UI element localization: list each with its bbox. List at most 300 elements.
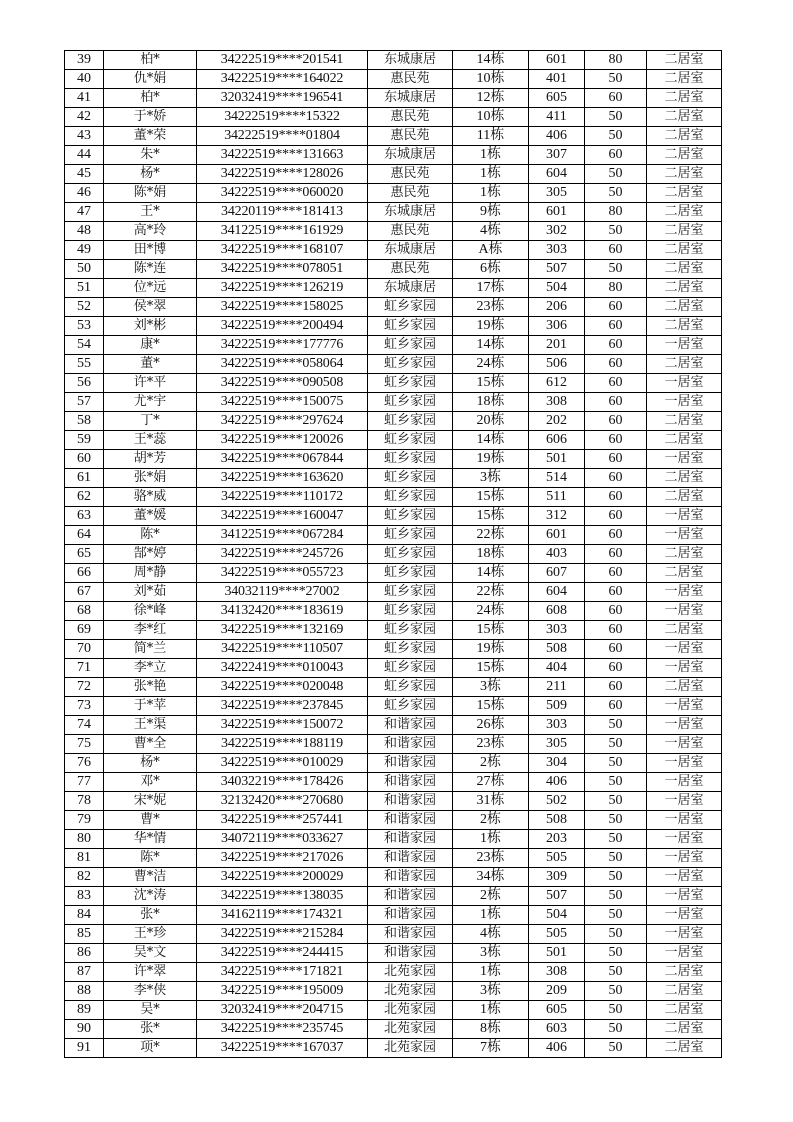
layout-cell: 二居室 — [647, 108, 722, 127]
building-cell: 14栋 — [453, 564, 529, 583]
table-row — [65, 526, 722, 545]
name-cell: 朱* — [104, 146, 197, 165]
layout-cell: 二居室 — [647, 70, 722, 89]
room-cell: 406 — [529, 127, 585, 146]
name-cell: 董*媛 — [104, 507, 197, 526]
row-index: 87 — [65, 963, 104, 982]
area-cell: 50 — [585, 165, 647, 184]
room-cell: 505 — [529, 925, 585, 944]
building-cell: 7栋 — [453, 1039, 529, 1058]
id-number-cell: 34032119****27002 — [197, 583, 368, 602]
name-cell: 董* — [104, 355, 197, 374]
row-index: 78 — [65, 792, 104, 811]
id-number-cell: 34222519****067844 — [197, 450, 368, 469]
building-cell: 3栋 — [453, 982, 529, 1001]
layout-cell: 二居室 — [647, 963, 722, 982]
building-cell: 2栋 — [453, 887, 529, 906]
layout-cell: 二居室 — [647, 222, 722, 241]
table-row — [65, 1039, 722, 1058]
layout-cell: 一居室 — [647, 336, 722, 355]
name-cell: 董*荣 — [104, 127, 197, 146]
name-cell: 陈*连 — [104, 260, 197, 279]
room-cell: 406 — [529, 1039, 585, 1058]
community-cell: 虹乡家园 — [368, 526, 453, 545]
table-row — [65, 982, 722, 1001]
building-cell: 1栋 — [453, 184, 529, 203]
id-number-cell: 34222519****110172 — [197, 488, 368, 507]
name-cell: 杨* — [104, 165, 197, 184]
area-cell: 60 — [585, 241, 647, 260]
building-cell: 19栋 — [453, 317, 529, 336]
room-cell: 502 — [529, 792, 585, 811]
room-cell: 209 — [529, 982, 585, 1001]
name-cell: 华*情 — [104, 830, 197, 849]
name-cell: 柏* — [104, 51, 197, 70]
layout-cell: 一居室 — [647, 887, 722, 906]
name-cell: 邓* — [104, 773, 197, 792]
community-cell: 虹乡家园 — [368, 507, 453, 526]
layout-cell: 一居室 — [647, 830, 722, 849]
table-row — [65, 298, 722, 317]
community-cell: 惠民苑 — [368, 260, 453, 279]
id-number-cell: 34222519****217026 — [197, 849, 368, 868]
layout-cell: 二居室 — [647, 127, 722, 146]
building-cell: 26栋 — [453, 716, 529, 735]
table-row — [65, 70, 722, 89]
community-cell: 东城康居 — [368, 89, 453, 108]
id-number-cell: 34222519****15322 — [197, 108, 368, 127]
area-cell: 60 — [585, 507, 647, 526]
id-number-cell: 34072119****033627 — [197, 830, 368, 849]
id-number-cell: 34222519****150072 — [197, 716, 368, 735]
name-cell: 项* — [104, 1039, 197, 1058]
table-row — [65, 697, 722, 716]
room-cell: 307 — [529, 146, 585, 165]
table-row — [65, 925, 722, 944]
community-cell: 北苑家园 — [368, 1001, 453, 1020]
table-row — [65, 488, 722, 507]
table-row — [65, 393, 722, 412]
table-row — [65, 450, 722, 469]
area-cell: 50 — [585, 735, 647, 754]
row-index: 80 — [65, 830, 104, 849]
layout-cell: 二居室 — [647, 1001, 722, 1020]
building-cell: 23栋 — [453, 849, 529, 868]
table-row — [65, 1001, 722, 1020]
area-cell: 60 — [585, 393, 647, 412]
id-number-cell: 34222519****058064 — [197, 355, 368, 374]
layout-cell: 一居室 — [647, 393, 722, 412]
layout-cell: 二居室 — [647, 241, 722, 260]
area-cell: 60 — [585, 336, 647, 355]
table-row — [65, 602, 722, 621]
name-cell: 仇*娟 — [104, 70, 197, 89]
row-index: 58 — [65, 412, 104, 431]
layout-cell: 一居室 — [647, 697, 722, 716]
room-cell: 508 — [529, 640, 585, 659]
building-cell: 27栋 — [453, 773, 529, 792]
id-number-cell: 34222519****010029 — [197, 754, 368, 773]
area-cell: 60 — [585, 146, 647, 165]
room-cell: 608 — [529, 602, 585, 621]
table-row — [65, 184, 722, 203]
community-cell: 虹乡家园 — [368, 697, 453, 716]
layout-cell: 二居室 — [647, 355, 722, 374]
name-cell: 曹*洁 — [104, 868, 197, 887]
layout-cell: 一居室 — [647, 716, 722, 735]
room-cell: 308 — [529, 963, 585, 982]
id-number-cell: 32032419****204715 — [197, 1001, 368, 1020]
row-index: 86 — [65, 944, 104, 963]
room-cell: 303 — [529, 716, 585, 735]
room-cell: 302 — [529, 222, 585, 241]
room-cell: 601 — [529, 203, 585, 222]
building-cell: 12栋 — [453, 89, 529, 108]
building-cell: 8栋 — [453, 1020, 529, 1039]
table-row — [65, 887, 722, 906]
id-number-cell: 34222519****163620 — [197, 469, 368, 488]
table-row — [65, 355, 722, 374]
id-number-cell: 34222519****01804 — [197, 127, 368, 146]
building-cell: 17栋 — [453, 279, 529, 298]
community-cell: 和谐家园 — [368, 830, 453, 849]
table-row — [65, 203, 722, 222]
building-cell: 15栋 — [453, 488, 529, 507]
id-number-cell: 34222519****171821 — [197, 963, 368, 982]
id-number-cell: 34222519****195009 — [197, 982, 368, 1001]
building-cell: 22栋 — [453, 526, 529, 545]
id-number-cell: 34132420****183619 — [197, 602, 368, 621]
row-index: 55 — [65, 355, 104, 374]
row-index: 64 — [65, 526, 104, 545]
table-row — [65, 792, 722, 811]
row-index: 61 — [65, 469, 104, 488]
name-cell: 于*苹 — [104, 697, 197, 716]
community-cell: 虹乡家园 — [368, 336, 453, 355]
building-cell: 1栋 — [453, 830, 529, 849]
id-number-cell: 34222519****158025 — [197, 298, 368, 317]
name-cell: 柏* — [104, 89, 197, 108]
id-number-cell: 34222519****257441 — [197, 811, 368, 830]
area-cell: 60 — [585, 469, 647, 488]
id-number-cell: 34222519****132169 — [197, 621, 368, 640]
room-cell: 604 — [529, 165, 585, 184]
row-index: 60 — [65, 450, 104, 469]
table-row — [65, 279, 722, 298]
community-cell: 虹乡家园 — [368, 640, 453, 659]
id-number-cell: 34222519****177776 — [197, 336, 368, 355]
area-cell: 60 — [585, 678, 647, 697]
area-cell: 50 — [585, 260, 647, 279]
row-index: 73 — [65, 697, 104, 716]
name-cell: 王* — [104, 203, 197, 222]
layout-cell: 一居室 — [647, 754, 722, 773]
area-cell: 50 — [585, 906, 647, 925]
table-row — [65, 317, 722, 336]
room-cell: 304 — [529, 754, 585, 773]
table-row — [65, 412, 722, 431]
id-number-cell: 34162119****174321 — [197, 906, 368, 925]
row-index: 70 — [65, 640, 104, 659]
area-cell: 50 — [585, 925, 647, 944]
table-row — [65, 127, 722, 146]
name-cell: 陈* — [104, 526, 197, 545]
name-cell: 康* — [104, 336, 197, 355]
name-cell: 吴*文 — [104, 944, 197, 963]
id-number-cell: 34222519****020048 — [197, 678, 368, 697]
name-cell: 陈*娟 — [104, 184, 197, 203]
id-number-cell: 34222519****201541 — [197, 51, 368, 70]
name-cell: 郜*婷 — [104, 545, 197, 564]
area-cell: 60 — [585, 317, 647, 336]
community-cell: 北苑家园 — [368, 963, 453, 982]
building-cell: 10栋 — [453, 70, 529, 89]
table-row — [65, 849, 722, 868]
row-index: 74 — [65, 716, 104, 735]
name-cell: 刘*彬 — [104, 317, 197, 336]
room-cell: 305 — [529, 184, 585, 203]
name-cell: 曹* — [104, 811, 197, 830]
row-index: 72 — [65, 678, 104, 697]
id-number-cell: 34222519****131663 — [197, 146, 368, 165]
id-number-cell: 34222519****150075 — [197, 393, 368, 412]
area-cell: 60 — [585, 488, 647, 507]
layout-cell: 一居室 — [647, 735, 722, 754]
row-index: 84 — [65, 906, 104, 925]
table-row — [65, 108, 722, 127]
housing-allocation-table — [64, 50, 722, 1058]
layout-cell: 一居室 — [647, 450, 722, 469]
area-cell: 50 — [585, 830, 647, 849]
community-cell: 和谐家园 — [368, 735, 453, 754]
id-number-cell: 32132420****270680 — [197, 792, 368, 811]
community-cell: 和谐家园 — [368, 716, 453, 735]
table-row — [65, 906, 722, 925]
community-cell: 和谐家园 — [368, 792, 453, 811]
room-cell: 312 — [529, 507, 585, 526]
area-cell: 60 — [585, 298, 647, 317]
name-cell: 杨* — [104, 754, 197, 773]
table-row — [65, 336, 722, 355]
id-number-cell: 34222519****128026 — [197, 165, 368, 184]
name-cell: 沈*涛 — [104, 887, 197, 906]
row-index: 41 — [65, 89, 104, 108]
row-index: 46 — [65, 184, 104, 203]
layout-cell: 一居室 — [647, 944, 722, 963]
community-cell: 虹乡家园 — [368, 564, 453, 583]
community-cell: 虹乡家园 — [368, 488, 453, 507]
area-cell: 60 — [585, 374, 647, 393]
layout-cell: 二居室 — [647, 279, 722, 298]
id-number-cell: 34222519****138035 — [197, 887, 368, 906]
row-index: 71 — [65, 659, 104, 678]
row-index: 54 — [65, 336, 104, 355]
building-cell: 18栋 — [453, 545, 529, 564]
layout-cell: 一居室 — [647, 925, 722, 944]
building-cell: A栋 — [453, 241, 529, 260]
table-row — [65, 146, 722, 165]
row-index: 75 — [65, 735, 104, 754]
row-index: 82 — [65, 868, 104, 887]
community-cell: 东城康居 — [368, 279, 453, 298]
id-number-cell: 34222519****078051 — [197, 260, 368, 279]
name-cell: 刘*茹 — [104, 583, 197, 602]
building-cell: 3栋 — [453, 678, 529, 697]
room-cell: 403 — [529, 545, 585, 564]
area-cell: 50 — [585, 792, 647, 811]
layout-cell: 二居室 — [647, 412, 722, 431]
name-cell: 许*平 — [104, 374, 197, 393]
room-cell: 605 — [529, 1001, 585, 1020]
area-cell: 50 — [585, 849, 647, 868]
layout-cell: 二居室 — [647, 469, 722, 488]
area-cell: 60 — [585, 640, 647, 659]
row-index: 83 — [65, 887, 104, 906]
layout-cell: 二居室 — [647, 51, 722, 70]
name-cell: 宋*妮 — [104, 792, 197, 811]
table-row — [65, 754, 722, 773]
area-cell: 60 — [585, 659, 647, 678]
room-cell: 303 — [529, 241, 585, 260]
area-cell: 50 — [585, 887, 647, 906]
table-row — [65, 51, 722, 70]
community-cell: 虹乡家园 — [368, 393, 453, 412]
area-cell: 60 — [585, 621, 647, 640]
community-cell: 惠民苑 — [368, 70, 453, 89]
building-cell: 1栋 — [453, 963, 529, 982]
community-cell: 东城康居 — [368, 51, 453, 70]
layout-cell: 一居室 — [647, 602, 722, 621]
building-cell: 15栋 — [453, 374, 529, 393]
layout-cell: 一居室 — [647, 640, 722, 659]
area-cell: 60 — [585, 450, 647, 469]
room-cell: 509 — [529, 697, 585, 716]
community-cell: 惠民苑 — [368, 184, 453, 203]
area-cell: 60 — [585, 583, 647, 602]
building-cell: 1栋 — [453, 146, 529, 165]
id-number-cell: 34222519****167037 — [197, 1039, 368, 1058]
building-cell: 19栋 — [453, 640, 529, 659]
building-cell: 15栋 — [453, 621, 529, 640]
row-index: 89 — [65, 1001, 104, 1020]
name-cell: 曹*全 — [104, 735, 197, 754]
name-cell: 骆*威 — [104, 488, 197, 507]
row-index: 79 — [65, 811, 104, 830]
room-cell: 303 — [529, 621, 585, 640]
table-row — [65, 773, 722, 792]
building-cell: 14栋 — [453, 336, 529, 355]
community-cell: 惠民苑 — [368, 222, 453, 241]
community-cell: 北苑家园 — [368, 1039, 453, 1058]
table-row — [65, 963, 722, 982]
name-cell: 周*静 — [104, 564, 197, 583]
room-cell: 206 — [529, 298, 585, 317]
row-index: 45 — [65, 165, 104, 184]
layout-cell: 二居室 — [647, 317, 722, 336]
room-cell: 511 — [529, 488, 585, 507]
id-number-cell: 34222519****120026 — [197, 431, 368, 450]
layout-cell: 二居室 — [647, 298, 722, 317]
table-row — [65, 260, 722, 279]
building-cell: 1栋 — [453, 906, 529, 925]
room-cell: 501 — [529, 944, 585, 963]
building-cell: 20栋 — [453, 412, 529, 431]
room-cell: 309 — [529, 868, 585, 887]
row-index: 66 — [65, 564, 104, 583]
table-row — [65, 583, 722, 602]
name-cell: 位*远 — [104, 279, 197, 298]
area-cell: 50 — [585, 716, 647, 735]
community-cell: 和谐家园 — [368, 887, 453, 906]
building-cell: 4栋 — [453, 222, 529, 241]
row-index: 77 — [65, 773, 104, 792]
row-index: 39 — [65, 51, 104, 70]
room-cell: 607 — [529, 564, 585, 583]
row-index: 53 — [65, 317, 104, 336]
id-number-cell: 34222519****188119 — [197, 735, 368, 754]
community-cell: 虹乡家园 — [368, 317, 453, 336]
area-cell: 80 — [585, 279, 647, 298]
room-cell: 406 — [529, 773, 585, 792]
room-cell: 605 — [529, 89, 585, 108]
id-number-cell: 34122519****067284 — [197, 526, 368, 545]
community-cell: 虹乡家园 — [368, 431, 453, 450]
room-cell: 507 — [529, 887, 585, 906]
area-cell: 50 — [585, 868, 647, 887]
layout-cell: 二居室 — [647, 621, 722, 640]
area-cell: 50 — [585, 184, 647, 203]
table-row — [65, 678, 722, 697]
community-cell: 东城康居 — [368, 203, 453, 222]
row-index: 65 — [65, 545, 104, 564]
room-cell: 603 — [529, 1020, 585, 1039]
layout-cell: 二居室 — [647, 1039, 722, 1058]
table-row — [65, 640, 722, 659]
community-cell: 和谐家园 — [368, 754, 453, 773]
room-cell: 504 — [529, 279, 585, 298]
table-body — [65, 51, 722, 1058]
name-cell: 李*立 — [104, 659, 197, 678]
table-row — [65, 944, 722, 963]
room-cell: 411 — [529, 108, 585, 127]
community-cell: 和谐家园 — [368, 811, 453, 830]
id-number-cell: 34222519****055723 — [197, 564, 368, 583]
room-cell: 507 — [529, 260, 585, 279]
id-number-cell: 34222419****010043 — [197, 659, 368, 678]
row-index: 85 — [65, 925, 104, 944]
name-cell: 陈* — [104, 849, 197, 868]
layout-cell: 一居室 — [647, 659, 722, 678]
building-cell: 23栋 — [453, 298, 529, 317]
row-index: 67 — [65, 583, 104, 602]
building-cell: 15栋 — [453, 659, 529, 678]
layout-cell: 二居室 — [647, 260, 722, 279]
row-index: 56 — [65, 374, 104, 393]
area-cell: 60 — [585, 431, 647, 450]
community-cell: 虹乡家园 — [368, 659, 453, 678]
row-index: 88 — [65, 982, 104, 1001]
area-cell: 50 — [585, 1001, 647, 1020]
row-index: 59 — [65, 431, 104, 450]
name-cell: 高*玲 — [104, 222, 197, 241]
row-index: 51 — [65, 279, 104, 298]
layout-cell: 二居室 — [647, 203, 722, 222]
layout-cell: 二居室 — [647, 431, 722, 450]
table-row — [65, 659, 722, 678]
layout-cell: 二居室 — [647, 89, 722, 108]
area-cell: 60 — [585, 545, 647, 564]
room-cell: 601 — [529, 526, 585, 545]
